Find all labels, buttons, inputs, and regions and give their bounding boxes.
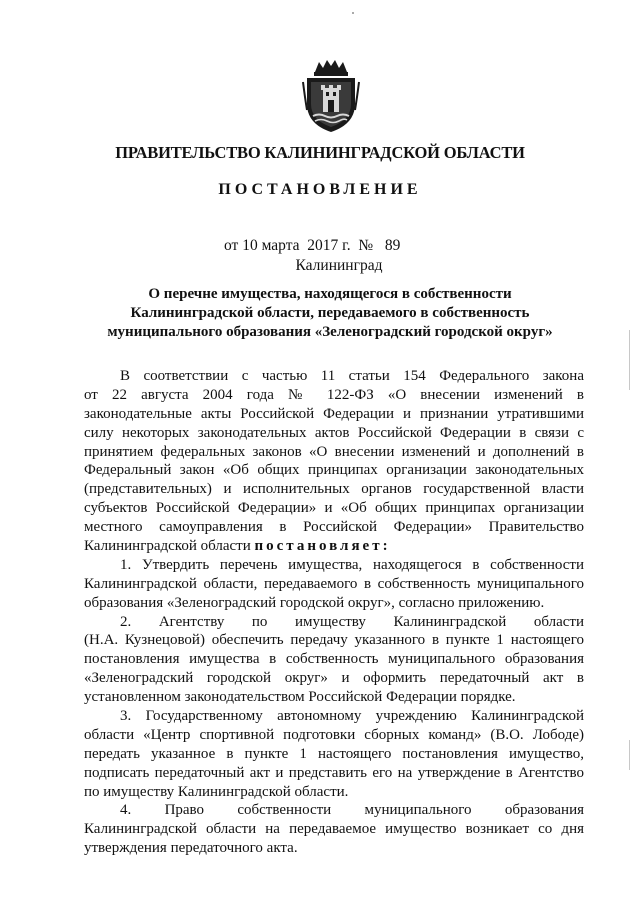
text-line: принятием федеральных законов «О внесении изменений и дополнений в <box>84 443 584 460</box>
decree-item-2 <box>84 613 584 707</box>
text-line: (Н.А. Кузнецовой) обеспечить передачу указанного в пункте 1 настоящего <box>84 632 584 649</box>
text-line: утверждения передаточного акта. <box>84 840 298 857</box>
text-line: (представительных) и исполнительных органов государственной власти <box>84 481 584 498</box>
document-type: ПОСТАНОВЛЕНИЕ <box>218 181 422 198</box>
text-line: 1. Утвердить перечень имущества, находящегося в собственности <box>120 556 584 573</box>
text-line: по имуществу Калининградской области. <box>84 783 349 800</box>
decree-item-1 <box>84 556 584 613</box>
document-subject <box>80 285 580 342</box>
document-body <box>84 367 584 858</box>
text-line: передать указанное в пункте 1 настоящего постановления имущество, <box>84 745 584 762</box>
text-line: Калининградской области на передаваемое имущество возникает со дня <box>84 821 584 838</box>
text-line: установленном законодательством Российской Федерации порядке. <box>84 689 516 706</box>
text-line: постановления имущества в собственность муниципального образования <box>84 651 584 668</box>
text-line: силу некоторых законодательных актов Российской Федерации в связи с <box>84 424 584 441</box>
scan-edge-mark <box>629 740 630 770</box>
preamble-end: Калининградской области <box>84 538 251 555</box>
text-line: местного самоуправления в Российской Федерации» Правительство <box>84 519 584 536</box>
text-line: образования «Зеленоградский городской округ», согласно приложению. <box>84 594 545 611</box>
text-line <box>84 537 584 556</box>
text-line: законодательные акты Российской Федерации и признании утратившими <box>84 405 584 422</box>
text-line: от 22 августа 2004 года № 122-ФЗ «О внесении изменений в <box>84 386 584 403</box>
decree-item-3 <box>84 707 584 801</box>
text-line: 2. Агентству по имуществу Калининградской области <box>120 613 584 630</box>
preamble-paragraph <box>84 367 584 556</box>
scan-speck <box>352 12 354 14</box>
text-line: 3. Государственному автономному учреждению Калининградской <box>120 708 584 725</box>
kaliningrad-coat-of-arms-icon <box>301 58 361 134</box>
text-line: «Зеленоградский городской округ» и оформить передаточный акт в <box>84 670 584 687</box>
text-line: Федеральный закон «Об общих принципах организации законодательных <box>84 462 584 479</box>
date-and-number: от 10 марта 2017 г. № 89 <box>224 237 401 254</box>
text-line: Калининградской области, передаваемого в собственность муниципального <box>84 575 584 592</box>
text-line: 4. Право собственности муниципального образования <box>120 802 584 819</box>
text-line: подписать передаточный акт и представить его на утверждение в Агентство <box>84 764 584 781</box>
text-line: В соответствии с частью 11 статьи 154 Федерального закона <box>120 368 584 384</box>
subject-line: Калининградской области, передаваемого в собственность <box>130 305 530 321</box>
government-title: ПРАВИТЕЛЬСТВО КАЛИНИНГРАДСКОЙ ОБЛАСТИ <box>115 143 525 162</box>
city-name: Калининград <box>295 257 383 274</box>
subject-line: муниципального образования «Зеленоградский городской округ» <box>107 324 553 340</box>
scan-edge-mark <box>629 330 630 390</box>
text-line: области «Центр спортивной подготовки сборных команд» (В.О. Лободе) <box>84 726 584 743</box>
decree-item-4 <box>84 801 584 858</box>
subject-line: О перечне имущества, находящегося в собственности <box>148 286 512 302</box>
decree-word: постановляет: <box>254 538 391 555</box>
text-line: субъектов Российской Федерации» и «Об общих принципах организации <box>84 500 584 517</box>
